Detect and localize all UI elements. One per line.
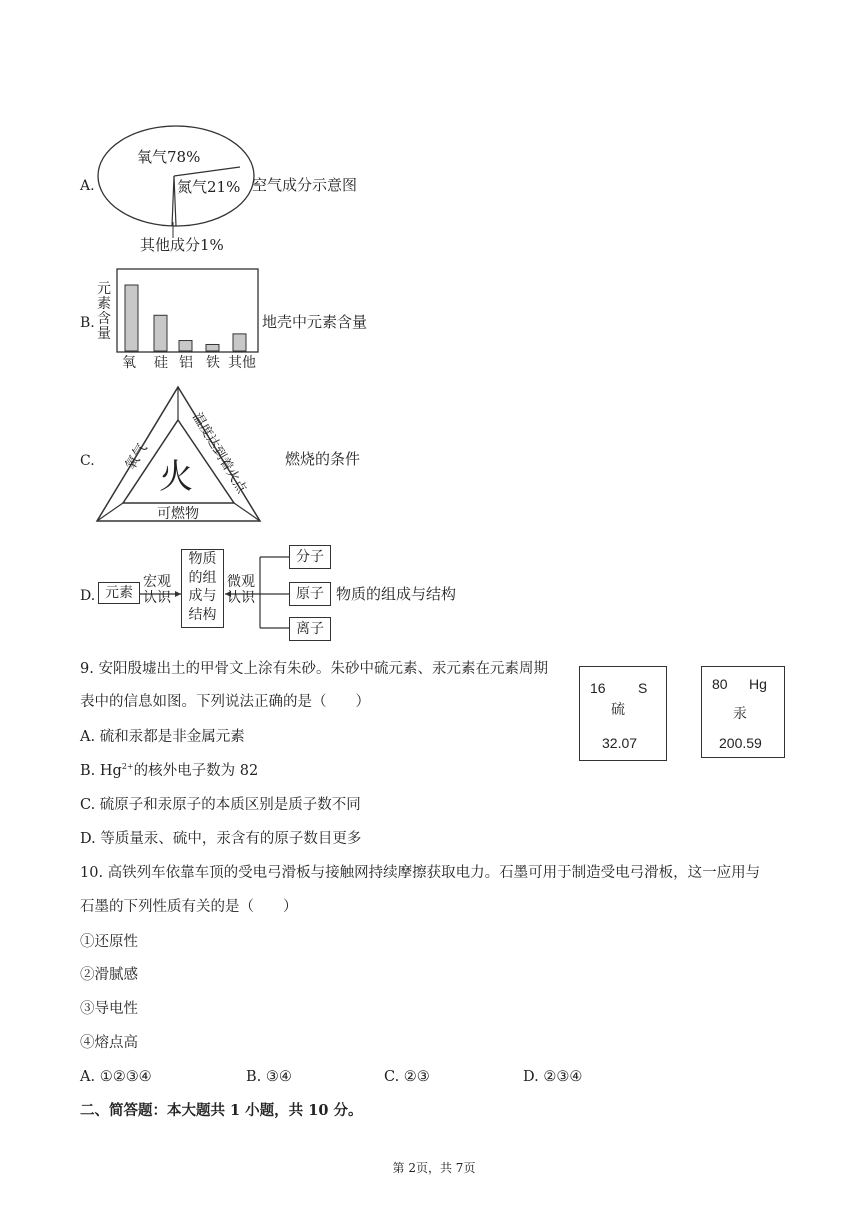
q10-item: ②滑腻感 xyxy=(80,967,138,983)
sulfur-atomic-mass: 32.07 xyxy=(602,735,638,751)
fire-side-oxygen: 氧气 xyxy=(122,440,151,474)
q10-stem-line2: 石墨的下列性质有关的是（ ） xyxy=(80,899,298,915)
center-box-line: 物质 xyxy=(188,551,217,567)
q9-option-b-charge: 2+ xyxy=(121,762,134,772)
bar-category-label: 硅 xyxy=(154,355,168,371)
option-d-caption: 物质的组成与结构 xyxy=(336,585,457,603)
substance-structure-box xyxy=(181,549,224,628)
option-b-letter: B. xyxy=(80,315,95,331)
atom-box: 原子 xyxy=(289,582,331,606)
q9-stem-line1: 9. 安阳殷墟出土的甲骨文上涂有朱砂。朱砂中硫元素、汞元素在元素周期 xyxy=(80,661,548,677)
option-c-caption: 燃烧的条件 xyxy=(285,450,361,468)
element-box: 元素 xyxy=(98,582,140,604)
center-box-line: 成与 xyxy=(188,588,217,604)
mercury-element-card xyxy=(701,666,785,758)
ylabel-char: 量 xyxy=(97,326,111,342)
q9-option-c: C. 硫原子和汞原子的本质区别是质子数不同 xyxy=(80,797,361,813)
ylabel-char: 元 xyxy=(97,281,111,297)
macro-label-line: 认识 xyxy=(143,590,171,606)
ion-box: 离子 xyxy=(289,617,331,641)
q9-option-a: A. 硫和汞都是非金属元素 xyxy=(80,729,245,745)
pie-label-oxygen: 氧气78% xyxy=(137,148,201,166)
q10-stem-line1: 10. 高铁列车依靠车顶的受电弓滑板与接触网持续摩擦获取电力。石墨可用于制造受电弓滑板，这一应用与 xyxy=(80,865,761,881)
fire-center-label: 火 xyxy=(159,457,193,497)
sulfur-symbol: S xyxy=(638,680,648,696)
pie-label-other: 其他成分1% xyxy=(140,236,224,254)
mercury-atomic-number: 80 xyxy=(712,676,728,692)
ylabel-char: 素 xyxy=(97,296,111,312)
q10-item: ①还原性 xyxy=(80,934,138,950)
bar-category-label: 铝 xyxy=(179,355,193,371)
bar-硅 xyxy=(154,315,167,351)
sulfur-name: 硫 xyxy=(611,702,625,718)
q9-stem-line2: 表中的信息如图。下列说法正确的是（ ） xyxy=(80,694,370,710)
bar-category-label: 铁 xyxy=(206,355,220,371)
fire-side-fuel: 可燃物 xyxy=(157,506,199,522)
sulfur-atomic-number: 16 xyxy=(590,680,606,696)
bar-chart-ylabel xyxy=(96,282,112,342)
molecule-box: 分子 xyxy=(289,545,331,569)
ylabel-char: 含 xyxy=(97,311,111,327)
bar-氧 xyxy=(125,285,138,351)
option-a-caption: 空气成分示意图 xyxy=(252,176,358,194)
option-c-letter: C. xyxy=(80,453,95,469)
q10-choice-c: C. ②③ xyxy=(384,1069,430,1085)
fire-triangle xyxy=(94,385,264,525)
center-box-line: 的组 xyxy=(188,569,217,586)
page-footer: 第 2页，共 7页 xyxy=(392,1161,476,1175)
sulfur-element-card xyxy=(579,666,667,761)
option-d-letter: D. xyxy=(80,588,96,604)
q10-item: ③导电性 xyxy=(80,1001,138,1017)
bar-chart-xaxis xyxy=(116,352,260,370)
pie-label-nitrogen: 氮气21% xyxy=(177,178,241,196)
micro-label-line: 微观 xyxy=(227,574,255,590)
bar-category-label: 其他 xyxy=(228,355,256,371)
center-box-line: 结构 xyxy=(188,606,217,623)
mercury-name: 汞 xyxy=(733,706,747,722)
triangle-link xyxy=(97,503,123,521)
mercury-atomic-mass: 200.59 xyxy=(719,735,762,751)
option-b-caption: 地壳中元素含量 xyxy=(262,313,368,331)
macro-label xyxy=(143,574,171,606)
bar-铝 xyxy=(179,341,192,351)
crust-elements-bar-chart xyxy=(116,268,260,354)
q9-option-b-suffix: 的核外电子数为 82 xyxy=(133,763,259,779)
q9-option-b-prefix: B. Hg xyxy=(80,763,122,779)
micro-label xyxy=(227,574,255,606)
macro-label-line: 宏观 xyxy=(143,574,171,590)
mercury-symbol: Hg xyxy=(749,676,767,692)
q9-option-b xyxy=(80,762,258,780)
q10-choice-b: B. ③④ xyxy=(246,1069,292,1085)
pie-divider-3 xyxy=(172,176,174,226)
q10-choice-a: A. ①②③④ xyxy=(80,1069,152,1085)
pie-divider-2 xyxy=(174,167,240,176)
bar-铁 xyxy=(206,344,219,351)
q9-option-d: D. 等质量汞、硫中，汞含有的原子数目更多 xyxy=(80,831,362,847)
triangle-link xyxy=(234,503,260,521)
fire-side-temperature: 温度达到着火点 xyxy=(189,410,249,497)
option-a-letter: A. xyxy=(80,178,95,194)
micro-label-line: 认识 xyxy=(227,590,255,606)
bar-category-label: 氧 xyxy=(122,355,136,371)
q10-choice-d: D. ②③④ xyxy=(523,1069,583,1085)
bar-其他 xyxy=(233,334,246,351)
section-heading: 二、简答题：本大题共 1 小题，共 10 分。 xyxy=(80,1102,363,1119)
q10-item: ④熔点高 xyxy=(80,1035,138,1051)
